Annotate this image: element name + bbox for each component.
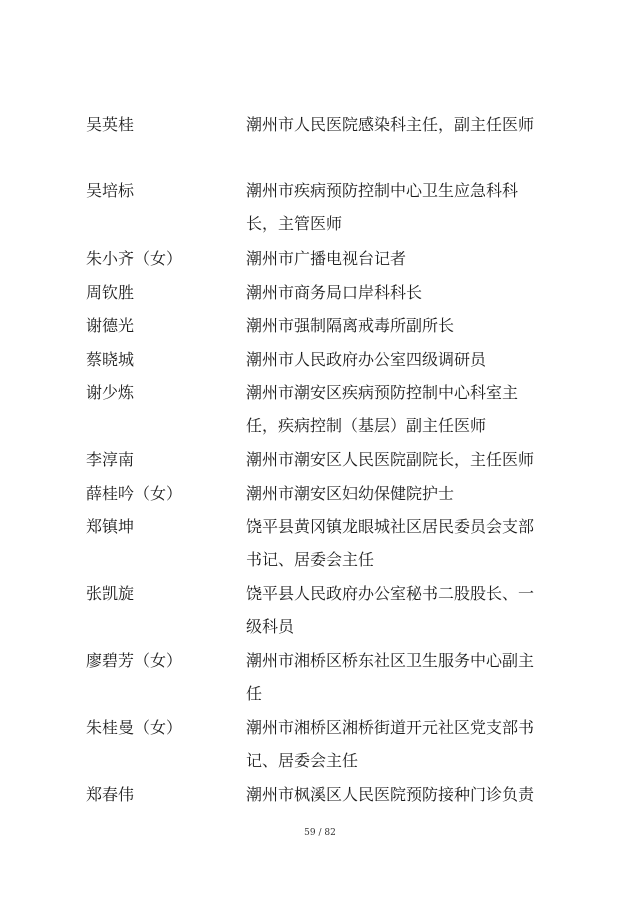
person-position-line: 潮州市商务局口岸科科长: [246, 283, 423, 302]
person-name: 郑春伟: [86, 785, 135, 804]
page-total: 82: [324, 828, 336, 838]
person-name: 廖碧芳（女）: [86, 651, 183, 670]
person-position-line: 潮州市疾病预防控制中心卫生应急科科: [246, 181, 519, 200]
person-position-line: 潮州市潮安区疾病预防控制中心科室主: [246, 383, 519, 402]
person-position-line: 潮州市湘桥区桥东社区卫生服务中心副主: [246, 651, 535, 670]
person-position-line: 潮州市广播电视台记者: [246, 249, 407, 268]
page-number: 59: [304, 828, 316, 838]
person-name: 薛桂吟（女）: [86, 484, 183, 503]
person-name: 吴培标: [86, 181, 135, 200]
person-position-line: 潮州市潮安区妇幼保健院护士: [246, 484, 455, 503]
person-position-line: 潮州市潮安区人民医院副院长，主任医师: [246, 450, 535, 469]
person-name: 蔡晓城: [86, 350, 135, 369]
person-position-line: 任，疾病控制（基层）副主任医师: [246, 416, 487, 435]
person-position-line: 潮州市人民医院感染科主任，副主任医师: [246, 115, 535, 134]
person-position-line: 潮州市人民政府办公室四级调研员: [246, 350, 487, 369]
person-position-line: 潮州市湘桥区湘桥街道开元社区党支部书: [246, 718, 535, 737]
person-name: 郑镇坤: [86, 517, 135, 536]
person-name: 周钦胜: [86, 283, 135, 302]
person-name: 朱桂曼（女）: [86, 718, 183, 737]
page-separator: /: [318, 828, 322, 838]
person-position-line: 潮州市枫溪区人民医院预防接种门诊负责: [246, 785, 535, 804]
page-footer: [0, 828, 640, 838]
person-name: 谢少炼: [86, 383, 135, 402]
person-position-line: 长，主管医师: [246, 214, 343, 233]
person-name: 张凯旋: [86, 584, 135, 603]
person-position-line: 级科员: [246, 617, 295, 636]
person-position-line: 饶平县黄冈镇龙眼城社区居民委员会支部: [246, 517, 535, 536]
person-position-line: 记、居委会主任: [246, 751, 359, 770]
person-name: 朱小齐（女）: [86, 249, 183, 268]
person-position-line: 书记、居委会主任: [246, 550, 375, 569]
person-name: 吴英桂: [86, 115, 135, 134]
person-position-line: 任: [246, 684, 263, 703]
person-position-line: 潮州市强制隔离戒毒所副所长: [246, 316, 455, 335]
person-name: 李淳南: [86, 450, 135, 469]
person-position-line: 饶平县人民政府办公室秘书二股股长、一: [246, 584, 535, 603]
person-name: 谢德光: [86, 316, 135, 335]
